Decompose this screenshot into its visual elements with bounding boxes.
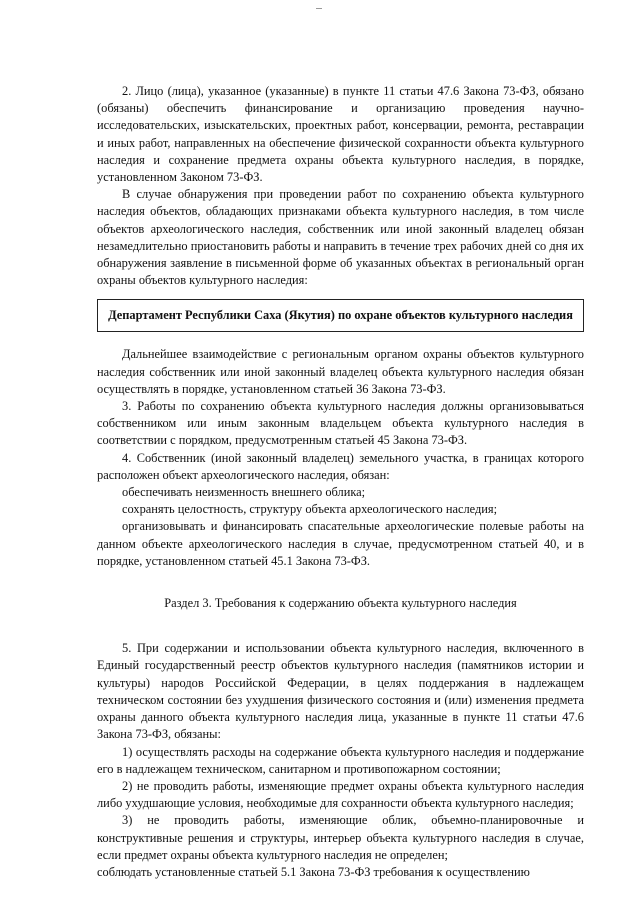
- document-body: [97, 83, 584, 881]
- paragraph-4: 4. Собственник (иной законный владелец) земельного участка, в границах которого расположен объект археологического наследия, обязан:: [97, 450, 584, 482]
- paragraph-further: Дальнейшее взаимодействие с региональным органом охраны объектов культурного наследия собственник или иной законный владелец объекта культурного наследия обязан осуществлять в порядке, установленном статьей 36 Закона 73-ФЗ.: [97, 347, 584, 396]
- paragraph-5-item-4: соблюдать установленные статьей 5.1 Закона 73-ФЗ требования к осуществлению: [97, 864, 530, 879]
- paragraph-4-item-3: организовывать и финансировать спасательные археологические полевые работы на данном объекте археологического наследия в случае, предусмотренном статьей 40, и в порядке, установленном статьей 45.1 Закона 73-ФЗ.: [97, 519, 584, 568]
- organization-box: Департамент Республики Саха (Якутия) по охране объектов культурного наследия: [97, 299, 584, 332]
- paragraph-2: 2. Лицо (лица), указанное (указанные) в пункте 11 статьи 47.6 Закона 73-ФЗ, обязано (обязаны) обеспечить финансирование и организацию проведения научно-исследовательских, изыскательских, проектных работ, консервации, ремонта, реставрации и иных работ, направленных на обеспечение физической сохранности объекта культурного наследия и сохранение предмета охраны объекта культурного наследия, в порядке, установленном Законом 73-ФЗ.: [97, 84, 584, 185]
- paragraph-5: 5. При содержании и использовании объекта культурного наследия, включенного в Единый государственный реестр объектов культурного наследия (памятников истории и культуры) народов Российской Федерации, в целях поддержания в надлежащем техническом состоянии без ухудшения физического состояния и (или) изменения предмета охраны данного объекта культурного наследия лица, указанные в пункте 11 статьи 47.6 Закона 73-ФЗ, обязаны:: [97, 641, 584, 742]
- paragraph-5-item-2: 2) не проводить работы, изменяющие предмет охраны объекта культурного наследия либо ухудшающие условия, необходимые для сохранности объекта культурного наследия;: [97, 778, 584, 811]
- paragraph-5-item-3: 3) не проводить работы, изменяющие облик, объемно-планировочные и конструктивные решения и структуры, интерьер объекта культурного наследия в случае, если предмет охраны объекта культурного наследия не определен;: [97, 813, 584, 862]
- paragraph-4-item-1: обеспечивать неизменность внешнего облика;: [122, 485, 366, 500]
- paragraph-5-item-1: 1) осуществлять расходы на содержание объекта культурного наследия и поддержание его в надлежащем техническом, санитарном и противопожарном состоянии;: [97, 744, 584, 776]
- paragraph-4-item-2: сохранять целостность, структуру объекта археологического наследия;: [122, 502, 498, 517]
- page-mark: [316, 8, 322, 9]
- section-3-title: Раздел 3. Требования к содержанию объекта культурного наследия: [164, 596, 517, 611]
- paragraph-discovery: В случае обнаружения при проведении работ по сохранению объекта культурного наследия объектов, обладающих признаками объекта культурного наследия, в том числе объектов археологического наследия, собственник или иной законный владелец обязан незамедлительно приостановить работы и направить в течение трех рабочих дней со дня их обнаружения заявление в письменной форме об указанных объектах в региональный орган охраны объектов культурного наследия:: [97, 187, 584, 288]
- paragraph-3: 3. Работы по сохранению объекта культурного наследия должны организовываться собственником или иным законным владельцем объекта культурного наследия в соответствии с порядком, предусмотренным статьей 45 Закона 73-ФЗ.: [97, 399, 584, 448]
